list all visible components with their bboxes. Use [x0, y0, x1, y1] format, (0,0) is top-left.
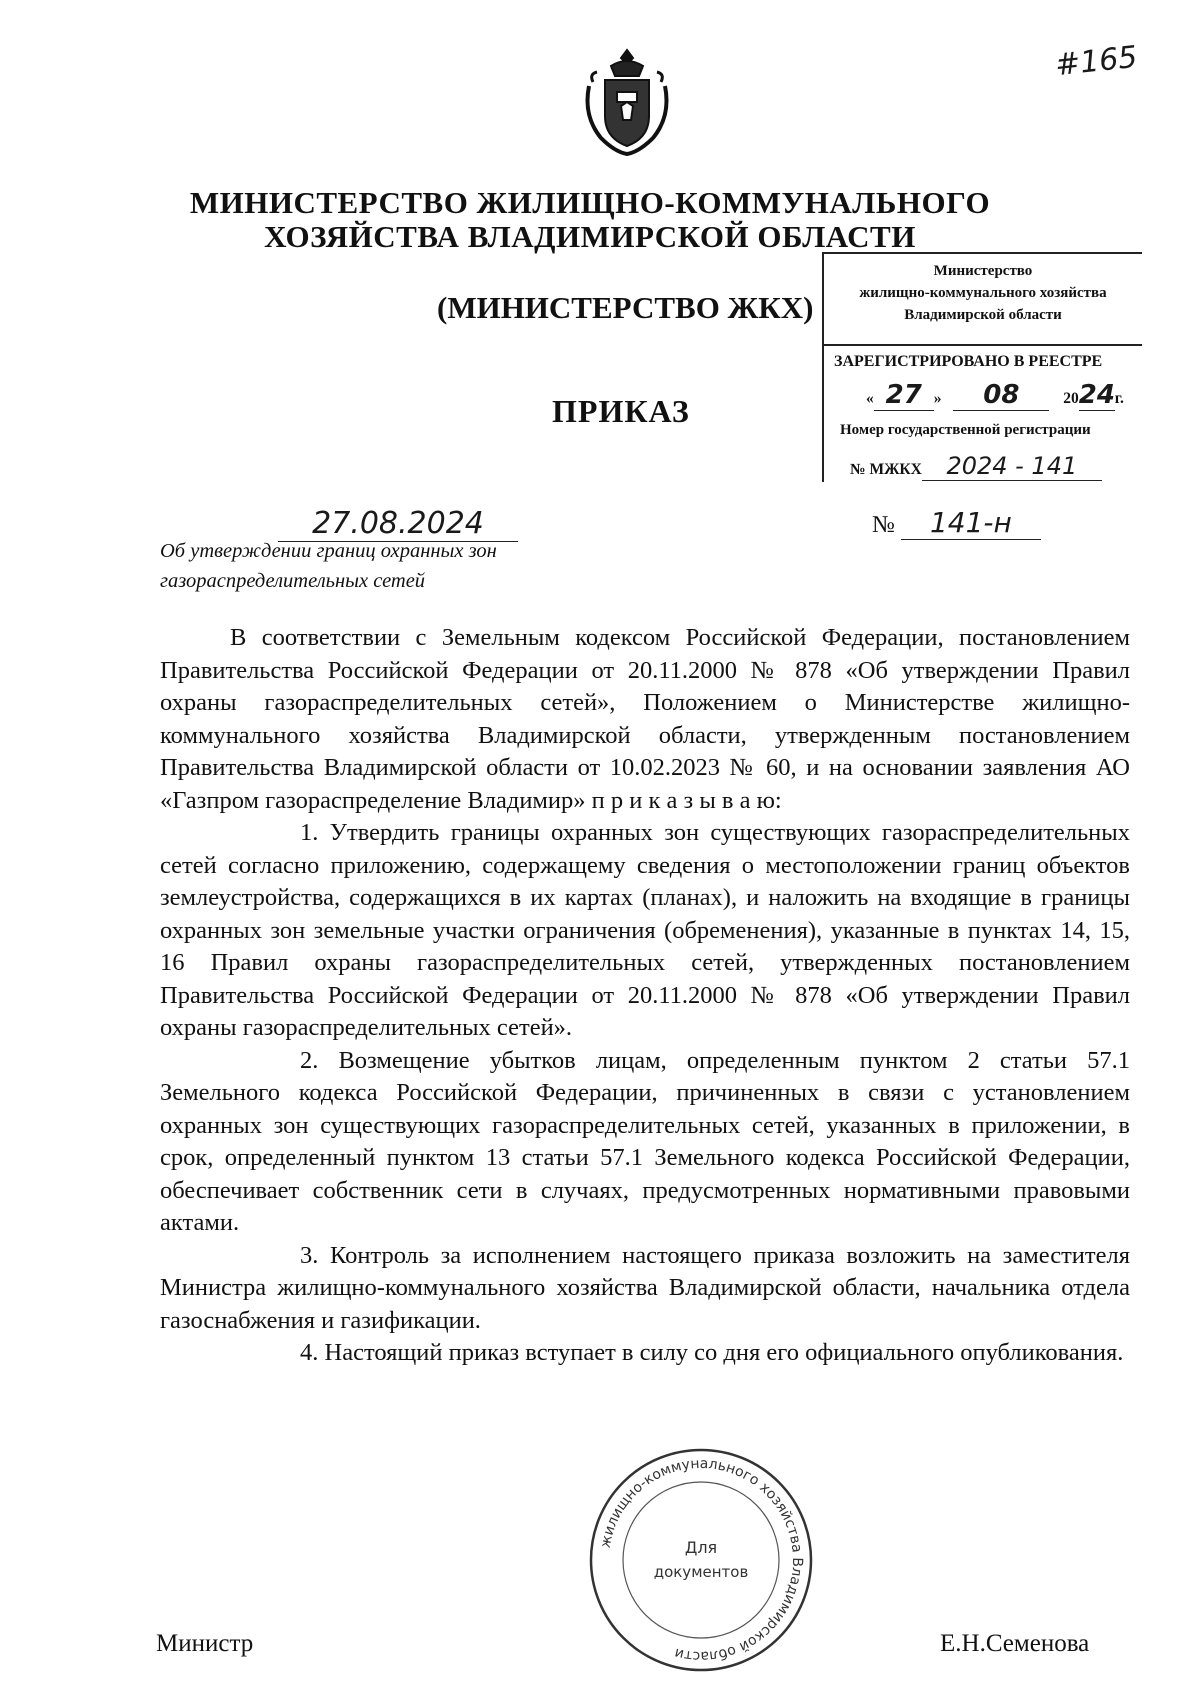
stamp-org-line-3: Владимирской области	[904, 307, 1062, 323]
stamp-number-value: 2024 - 141	[922, 452, 1102, 481]
stamp-org-line-2: жилищно-коммунального хозяйства	[859, 285, 1107, 301]
document-type-heading: ПРИКАЗ	[552, 393, 690, 429]
order-item-text: Утвердить границы охранных зон существующих газораспределительных сетей согласно приложению, содержащему сведения о местоположении границ объектов землеустройства, содержащихся в их картах (планах), и наложить на входящие в границы охранных зон земельные участки ограничения (обременения), указанные в пунктах 14, 15, 16 Правил охраны газораспределительных сетей, утвержденных постановлением Правительства Российской Федерации от 20.11.2000 № 878 «Об утверждении Правил охраны газораспределительных сетей».	[160, 819, 1131, 1041]
order-subject-line-1: Об утверждении границ охранных зон	[160, 540, 497, 562]
stamp-date: « 27 » 08 2024г.	[866, 380, 1124, 410]
official-seal	[586, 1445, 816, 1675]
signer-name: Е.Н.Семенова	[940, 1630, 1090, 1657]
stamp-organization	[824, 260, 1142, 326]
stamp-regnum-label: Номер государственной регистрации	[840, 422, 1091, 438]
stamp-date-day: 27	[874, 380, 934, 411]
ministry-title-line-1: МИНИСТЕРСТВО ЖИЛИЩНО-КОММУНАЛЬНОГО	[189, 185, 991, 220]
order-date: 27.08.2024	[278, 506, 518, 542]
seal-center-line-1: Для	[684, 1538, 718, 1557]
order-item-number: 3.	[300, 1241, 319, 1269]
order-number-label: №	[872, 512, 895, 538]
seal-ring-textpath: жилищно-коммунального хозяйства Владимирской области	[597, 1455, 806, 1665]
ministry-title	[160, 186, 1020, 254]
order-item-number: 2.	[300, 1046, 319, 1074]
ministry-title-line-2: ХОЗЯЙСТВА ВЛАДИМИРСКОЙ ОБЛАСТИ	[264, 219, 916, 254]
order-item-text: Настоящий приказ вступает в силу со дня его официального опубликования.	[324, 1339, 1124, 1366]
order-item-text: Возмещение убытков лицам, определенным пунктом 2 статьи 57.1 Земельного кодекса Российской Федерации, причиненных в связи с установлением охранных зон существующих газораспределительных сетей, указанных в приложении, в срок, определенный пунктом 13 статьи 57.1 Земельного кодекса Российской Федерации, обеспечивает собственник сети в случаях, предусмотренных нормативными правовыми актами.	[160, 1046, 1130, 1236]
order-subject	[160, 536, 600, 596]
order-item-2	[160, 1045, 1130, 1240]
stamp-date-year-prefix: 20	[1063, 390, 1079, 407]
ministry-short-name: (МИНИСТЕРСТВО ЖКХ)	[437, 290, 814, 325]
order-body	[160, 622, 1130, 1370]
signer-title: Министр	[156, 1630, 254, 1657]
order-subject-line-2: газораспределительных сетей	[160, 570, 426, 592]
stamp-registration-number	[850, 452, 1140, 482]
stamp-number-prefix: № МЖКХ	[850, 461, 922, 478]
order-item-number: 4.	[300, 1339, 319, 1366]
stamp-date-month: 08	[953, 380, 1049, 411]
stamp-org-line-1: Министерство	[933, 263, 1033, 279]
order-preamble: В соответствии с Земельным кодексом Российской Федерации, постановлением Правительства Российской Федерации от 20.11.2000 № 878 «Об утверждении Правил охраны газораспределительных сетей», Положением о Министерстве жилищно-коммунального хозяйства Владимирской области, утвержденным постановлением Правительства Владимирской области от 10.02.2023 № 60, и на основании заявления АО «Газпром газораспределение Владимир» п р и к а з ы в а ю:	[160, 624, 1130, 814]
order-item-number: 1.	[300, 819, 319, 846]
handwritten-page-mark: #165	[1053, 39, 1140, 84]
order-item-1	[160, 817, 1130, 1045]
seal-ring-text	[598, 1456, 805, 1664]
stamp-divider	[824, 344, 1142, 346]
order-item-text: Контроль за исполнением настоящего приказа возложить на заместителя Министра жилищно-коммунального хозяйства Владимирской области, начальника отдела газоснабжения и газификации.	[160, 1241, 1130, 1334]
stamp-registered-label: ЗАРЕГИСТРИРОВАНО В РЕЕСТРЕ	[834, 353, 1103, 370]
coat-of-arms-emblem	[581, 46, 673, 156]
order-number	[872, 506, 1041, 540]
stamp-date-year-unit: г.	[1114, 390, 1124, 407]
order-item-4	[160, 1337, 1130, 1370]
stamp-date-year-suffix: 24	[1078, 380, 1115, 410]
seal-center-line-2: документов	[653, 1563, 749, 1581]
order-item-3	[160, 1240, 1130, 1338]
registration-stamp	[822, 252, 1142, 482]
order-number-value: 141-н	[901, 506, 1041, 540]
